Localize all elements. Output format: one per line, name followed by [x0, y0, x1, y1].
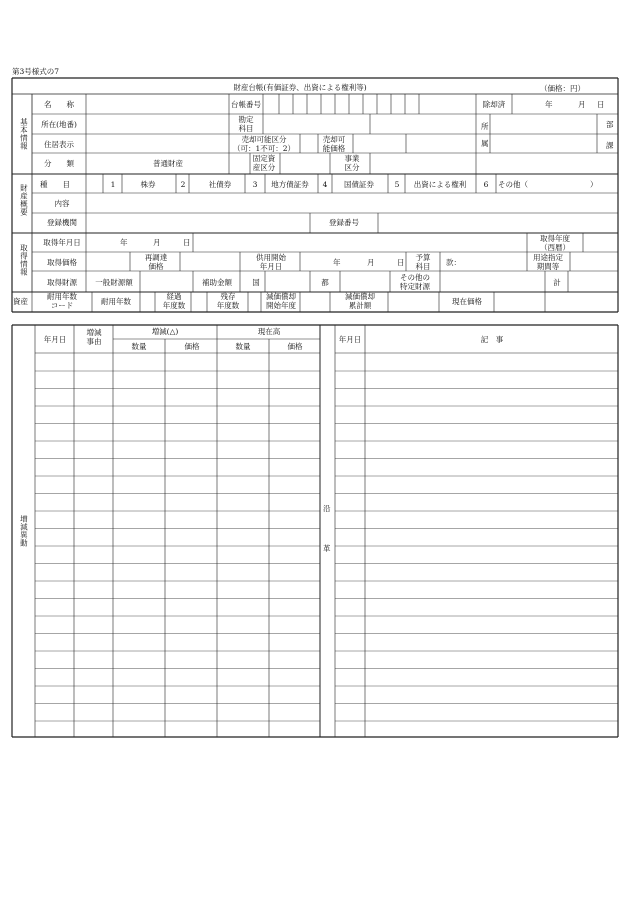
label-life-code: 耐用年数 コード [47, 292, 77, 310]
label-service-start: 供用開始 年月日 [256, 253, 286, 271]
disposed-year: 年 [545, 100, 553, 109]
label-fiscal-year: 取得年度 （西暦） [540, 234, 570, 252]
label-section: 課 [606, 141, 614, 150]
type-3-label: 地方債証券 [271, 180, 309, 189]
type-2-label: 社債券 [208, 180, 232, 189]
label-registry: 登録機関 [47, 218, 77, 227]
label-subsidy: 補助金額 [202, 278, 232, 287]
label-remaining: 残存 年度数 [216, 292, 240, 310]
label-reg-no: 登録番号 [329, 218, 359, 227]
label-acq-date: 取得年月日 [43, 238, 81, 247]
disposed-day: 日 [597, 100, 605, 109]
col-price: 価格 [184, 342, 200, 351]
type-6-close: ） [590, 180, 598, 189]
category-value: 普通財産 [153, 159, 183, 168]
col-price2: 価格 [287, 342, 303, 351]
section-history-2: 革 [323, 544, 331, 553]
label-name: 名 称 [44, 100, 74, 109]
label-acq-price: 取得価格 [47, 258, 77, 267]
label-total: 計 [553, 278, 561, 287]
type-1-num: 1 [110, 180, 116, 189]
type-3-num: 3 [252, 180, 258, 189]
acq-year: 年 [120, 238, 128, 247]
label-location: 所在(地番) [41, 120, 77, 129]
label-dep-total: 減価償却 累計額 [345, 292, 375, 310]
label-sale-price: 売却可 能価格 [322, 135, 346, 153]
type-5-num: 5 [394, 180, 400, 189]
label-pref: 都 [321, 278, 329, 287]
label-budget: 予算 科目 [415, 253, 431, 271]
label-dept: 部 [606, 120, 614, 129]
label-current: 現在価格 [452, 297, 482, 306]
section-overview: 財産概要 [19, 184, 29, 216]
label-type: 種 目 [40, 180, 70, 189]
label-designated: 用途指定 期間等 [533, 253, 563, 271]
label-saleable: 売却可能区分 （可：1不可：2） [232, 135, 296, 153]
label-disposed: 除却済 [482, 100, 506, 109]
label-account: 勘定 科目 [238, 115, 254, 133]
label-dep-start: 減価償却 開始年度 [266, 292, 296, 310]
acq-day: 日 [183, 238, 191, 247]
label-ledger-no: 台帳番号 [231, 100, 261, 109]
col-qty2: 数量 [235, 342, 251, 351]
label-reprocure: 再調達 価格 [144, 253, 168, 271]
col-notes: 記 事 [480, 335, 504, 344]
type-4-num: 4 [322, 180, 328, 189]
label-business: 事業 区分 [344, 154, 360, 172]
page-title: 財産台帳(有価証券、出資による権利等) [233, 83, 367, 92]
col-change: 増減(△) [151, 327, 179, 336]
service-month: 月 [367, 258, 375, 267]
section-basic: 基本情報 [19, 118, 29, 150]
label-elapsed: 経過 年度数 [162, 292, 186, 310]
label-content: 内容 [54, 199, 70, 208]
label-general: 一般財源額 [95, 278, 133, 287]
section-acquisition: 取得情報 [19, 244, 29, 276]
section-changes: 増減異動 [19, 515, 29, 547]
acq-month: 月 [153, 238, 161, 247]
unit-note: （価格：円） [540, 84, 585, 93]
type-6-label: その他（ [498, 180, 528, 189]
type-5-label: 出資による権利 [413, 180, 467, 189]
section-history-1: 沿 [323, 504, 331, 513]
disposed-month: 月 [578, 100, 586, 109]
label-belong2: 属 [481, 139, 489, 148]
label-nat: 国 [252, 278, 260, 287]
type-6-num: 6 [483, 180, 489, 189]
label-category: 分 類 [44, 159, 74, 168]
label-fund: 款： [446, 258, 461, 267]
col-date: 年月日 [43, 335, 67, 344]
col-qty: 数量 [131, 342, 147, 351]
service-year: 年 [333, 258, 341, 267]
col-current: 現在高 [257, 327, 281, 336]
service-day: 日 [397, 258, 405, 267]
label-fixed-asset: 固定資 産区分 [252, 154, 276, 172]
col-date2: 年月日 [338, 335, 362, 344]
type-2-num: 2 [180, 180, 186, 189]
label-other: その他の 特定財源 [400, 273, 430, 291]
form-number: 第3号様式の7 [12, 67, 60, 76]
type-4-label: 国債証券 [344, 180, 374, 189]
label-address: 住居表示 [44, 140, 74, 149]
col-reason: 増減 事由 [86, 328, 102, 346]
section-asset: 資産 [13, 297, 28, 306]
label-belong: 所 [481, 122, 489, 131]
type-1-label: 株券 [140, 180, 156, 189]
label-life: 耐用年数 [101, 297, 131, 306]
label-source: 取得財源 [47, 278, 77, 287]
